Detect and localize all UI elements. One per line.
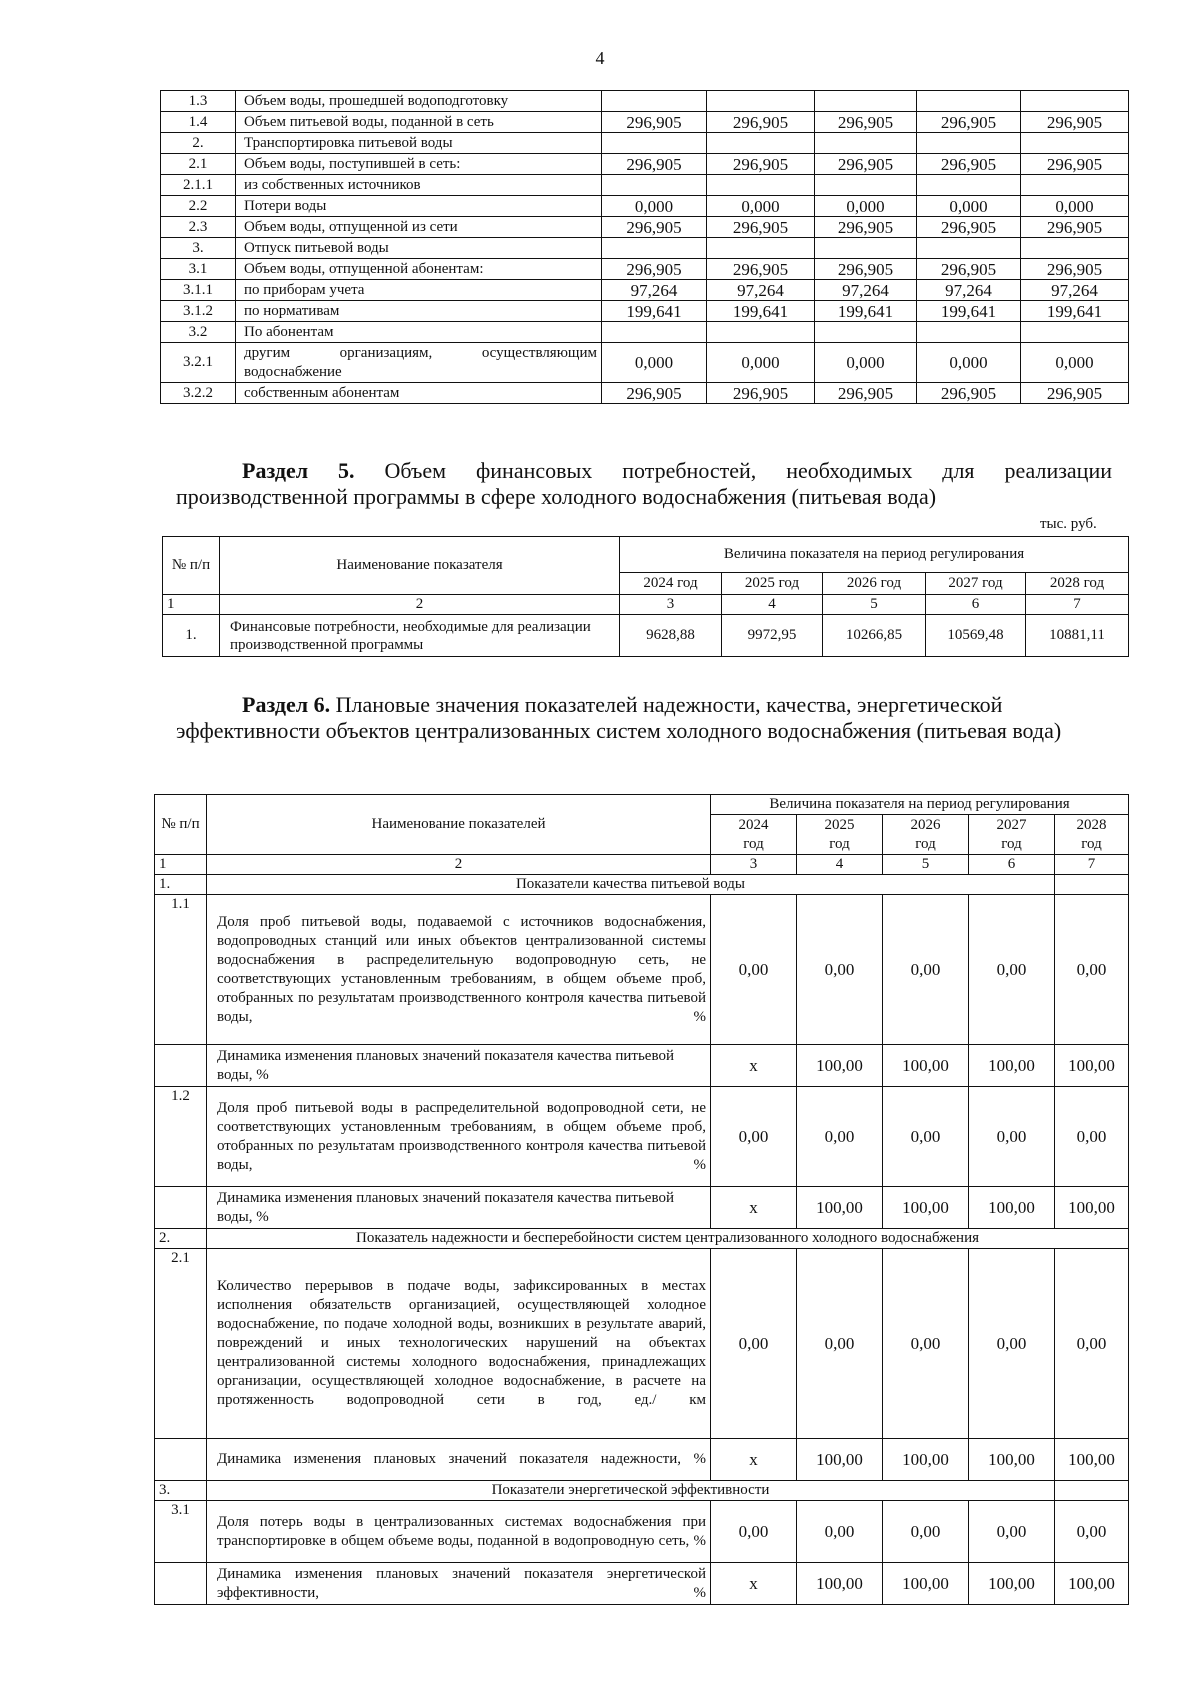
table-row: [161, 175, 1129, 196]
value-cell: 0,000: [917, 196, 1021, 217]
value-cell: 296,905: [707, 383, 815, 404]
table-row: [155, 1187, 1129, 1229]
row-name: Объем воды, прошедшей водоподготовку: [236, 91, 602, 112]
value-cell: 199,641: [602, 301, 707, 322]
year-header: 2025 год: [797, 815, 883, 855]
row-number: 3.1.2: [161, 301, 236, 322]
value-cell: 0,00: [1055, 1087, 1129, 1187]
value-cell: [602, 175, 707, 196]
value-cell: [707, 238, 815, 259]
value-cell: 0,00: [883, 1087, 969, 1187]
table-row: [161, 217, 1129, 238]
row-number: 3.: [161, 238, 236, 259]
value-cell: [1021, 91, 1129, 112]
row-name: Объем воды, отпущенной абонентам:: [236, 259, 602, 280]
row-name: из собственных источников: [236, 175, 602, 196]
row-number: 3.1.1: [161, 280, 236, 301]
col-num: 4: [797, 855, 883, 875]
table-row: [155, 1563, 1129, 1605]
value-cell: 0,00: [797, 1501, 883, 1563]
table-row: [161, 154, 1129, 175]
value-cell: 0,00: [883, 1249, 969, 1439]
value-cell: [707, 322, 815, 343]
value-cell: 296,905: [815, 154, 917, 175]
value-cell: 0,000: [815, 196, 917, 217]
row-name: Потери воды: [236, 196, 602, 217]
value-cell: 296,905: [707, 112, 815, 133]
column-numbers-row: [163, 595, 1129, 615]
col-header-name: Наименование показателя: [220, 537, 620, 595]
row-name: Доля потерь воды в централизованных системах водоснабжения при транспортировке в общем объеме воды, поданной в водопроводную сеть, %: [207, 1501, 711, 1563]
value-cell: 100,00: [969, 1439, 1055, 1481]
value-cell: [602, 322, 707, 343]
value-cell: 296,905: [815, 112, 917, 133]
value-cell: 100,00: [969, 1563, 1055, 1605]
row-name: Отпуск питьевой воды: [236, 238, 602, 259]
col-header-period: Величина показателя на период регулирования: [711, 795, 1129, 815]
value-cell: 100,00: [797, 1563, 883, 1605]
value-cell: x: [711, 1439, 797, 1481]
value-cell: 100,00: [883, 1045, 969, 1087]
col-num: 1: [155, 855, 207, 875]
value-cell: [1021, 322, 1129, 343]
value-cell: [707, 91, 815, 112]
value-cell: 9972,95: [722, 615, 823, 657]
group-title: Показатель надежности и бесперебойности систем централизованного холодного водоснабжения: [207, 1229, 1129, 1249]
col-num: 1: [163, 595, 220, 615]
row-name: по приборам учета: [236, 280, 602, 301]
value-cell: 100,00: [1055, 1563, 1129, 1605]
section-6-title: Плановые значения показателей надежности, качества, энергетической эффективности объектов централизованных систем холодного водоснабжения (питьевая вода): [176, 692, 1062, 743]
value-cell: [602, 133, 707, 154]
col-header-number: № п/п: [155, 795, 207, 855]
value-cell: x: [711, 1045, 797, 1087]
value-cell: 0,000: [707, 343, 815, 383]
value-cell: 0,00: [711, 1087, 797, 1187]
col-num: 5: [883, 855, 969, 875]
value-cell: [707, 133, 815, 154]
row-number: 2.1: [161, 154, 236, 175]
value-cell: 296,905: [602, 217, 707, 238]
value-cell: 97,264: [815, 280, 917, 301]
value-cell: 0,00: [1055, 895, 1129, 1045]
value-cell: 0,000: [917, 343, 1021, 383]
row-name: Объем воды, поступившей в сеть:: [236, 154, 602, 175]
row-name: собственным абонентам: [236, 383, 602, 404]
value-cell: 296,905: [917, 154, 1021, 175]
row-number: 2.: [161, 133, 236, 154]
value-cell: [917, 133, 1021, 154]
value-cell: [917, 175, 1021, 196]
year-header: 2028 год: [1026, 573, 1129, 595]
col-num: 2: [207, 855, 711, 875]
value-cell: 97,264: [602, 280, 707, 301]
value-cell: [707, 175, 815, 196]
row-number: 3.2: [161, 322, 236, 343]
value-cell: 296,905: [917, 217, 1021, 238]
value-cell: [815, 322, 917, 343]
col-num: 4: [722, 595, 823, 615]
group-row: [155, 1481, 1129, 1501]
value-cell: 296,905: [1021, 112, 1129, 133]
value-cell: [1021, 133, 1129, 154]
financial-needs-table: [162, 536, 1129, 657]
value-cell: [815, 133, 917, 154]
value-cell: 0,00: [969, 1249, 1055, 1439]
value-cell: 97,264: [1021, 280, 1129, 301]
col-num: 6: [969, 855, 1055, 875]
value-cell: 100,00: [797, 1187, 883, 1229]
row-number: 3.1: [161, 259, 236, 280]
row-name: По абонентам: [236, 322, 602, 343]
value-cell: 296,905: [1021, 259, 1129, 280]
row-number: 2.1.1: [161, 175, 236, 196]
production-volume-table: [160, 90, 1129, 404]
value-cell: 199,641: [1021, 301, 1129, 322]
value-cell: x: [711, 1563, 797, 1605]
value-cell: 100,00: [883, 1187, 969, 1229]
row-name: Объем воды, отпущенной из сети: [236, 217, 602, 238]
value-cell: 296,905: [917, 383, 1021, 404]
table-row: [155, 895, 1129, 1045]
value-cell: 296,905: [917, 112, 1021, 133]
table-row: [161, 238, 1129, 259]
year-header: 2026 год: [823, 573, 926, 595]
section-6-label: Раздел 6.: [242, 692, 331, 717]
value-cell: 296,905: [1021, 154, 1129, 175]
table-row: [161, 196, 1129, 217]
value-cell: x: [711, 1187, 797, 1229]
col-num: 3: [620, 595, 722, 615]
col-num: 7: [1026, 595, 1129, 615]
value-cell: 0,00: [883, 895, 969, 1045]
year-header: 2027 год: [926, 573, 1026, 595]
value-cell: 10569,48: [926, 615, 1026, 657]
table-row: [161, 133, 1129, 154]
table-row: [155, 1249, 1129, 1439]
value-cell: 296,905: [707, 217, 815, 238]
row-number: 1.2: [155, 1087, 207, 1187]
group-row: [155, 1229, 1129, 1249]
value-cell: 296,905: [1021, 217, 1129, 238]
value-cell: 100,00: [797, 1439, 883, 1481]
value-cell: 0,00: [969, 1087, 1055, 1187]
table-row: [161, 112, 1129, 133]
value-cell: 100,00: [969, 1045, 1055, 1087]
value-cell: 0,00: [797, 1249, 883, 1439]
value-cell: [602, 91, 707, 112]
year-header: 2024 год: [711, 815, 797, 855]
row-number: 1.: [163, 615, 220, 657]
year-header: 2026 год: [883, 815, 969, 855]
value-cell: [602, 238, 707, 259]
value-cell: [815, 175, 917, 196]
value-cell: 0,00: [711, 1249, 797, 1439]
table-row: [161, 322, 1129, 343]
year-header: 2024 год: [620, 573, 722, 595]
unit-label: тыс. руб.: [1040, 516, 1097, 532]
col-header-name: Наименование показателей: [207, 795, 711, 855]
year-header: 2027 год: [969, 815, 1055, 855]
value-cell: 0,000: [815, 343, 917, 383]
value-cell: 296,905: [707, 154, 815, 175]
table-row: [161, 383, 1129, 404]
row-number: 3.2.1: [161, 343, 236, 383]
table-row: [161, 91, 1129, 112]
group-row: [155, 875, 1129, 895]
row-number: 1.4: [161, 112, 236, 133]
value-cell: 100,00: [883, 1563, 969, 1605]
row-number: 2.1: [155, 1249, 207, 1439]
group-title: Показатели качества питьевой воды: [207, 875, 1055, 895]
row-name: Динамика изменения плановых значений показателя качества питьевой воды, %: [207, 1187, 711, 1229]
group-title: Показатели энергетической эффективности: [207, 1481, 1055, 1501]
value-cell: 0,00: [883, 1501, 969, 1563]
value-cell: 0,000: [707, 196, 815, 217]
value-cell: 0,00: [969, 895, 1055, 1045]
table-row: [161, 259, 1129, 280]
value-cell: 296,905: [602, 112, 707, 133]
value-cell: 100,00: [1055, 1439, 1129, 1481]
value-cell: 0,00: [1055, 1249, 1129, 1439]
table-row: [155, 1087, 1129, 1187]
row-number: 1.3: [161, 91, 236, 112]
row-name: Динамика изменения плановых значений показателя качества питьевой воды, %: [207, 1045, 711, 1087]
value-cell: 0,00: [797, 1087, 883, 1187]
section-5-label: Раздел 5.: [242, 458, 355, 483]
value-cell: 10881,11: [1026, 615, 1129, 657]
value-cell: [917, 322, 1021, 343]
value-cell: 0,00: [797, 895, 883, 1045]
section-5-heading: [176, 458, 1112, 510]
group-number: 3.: [155, 1481, 207, 1501]
col-header-number: № п/п: [163, 537, 220, 595]
value-cell: 199,641: [917, 301, 1021, 322]
row-number: 3.2.2: [161, 383, 236, 404]
row-name: Транспортировка питьевой воды: [236, 133, 602, 154]
row-number: 3.1: [155, 1501, 207, 1563]
value-cell: 296,905: [602, 154, 707, 175]
value-cell: [815, 238, 917, 259]
value-cell: 0,000: [602, 343, 707, 383]
table-row: [163, 615, 1129, 657]
table-row: [155, 1439, 1129, 1481]
value-cell: 100,00: [1055, 1187, 1129, 1229]
value-cell: [1021, 175, 1129, 196]
value-cell: 199,641: [707, 301, 815, 322]
row-number: 2.2: [161, 196, 236, 217]
value-cell: 0,00: [1055, 1501, 1129, 1563]
table-row: [161, 343, 1129, 383]
value-cell: 100,00: [969, 1187, 1055, 1229]
table-row: [155, 1501, 1129, 1563]
value-cell: 296,905: [815, 383, 917, 404]
col-header-period: Величина показателя на период регулирования: [620, 537, 1129, 573]
col-num: 6: [926, 595, 1026, 615]
indicators-table: [154, 794, 1129, 1605]
row-number: 2.3: [161, 217, 236, 238]
row-name: другим организациям, осуществляющим водоснабжение: [236, 343, 602, 383]
value-cell: 296,905: [815, 259, 917, 280]
table-row: [161, 301, 1129, 322]
value-cell: 0,000: [1021, 343, 1129, 383]
value-cell: 296,905: [602, 259, 707, 280]
value-cell: 296,905: [602, 383, 707, 404]
value-cell: [815, 91, 917, 112]
value-cell: 0,00: [711, 1501, 797, 1563]
row-name: Финансовые потребности, необходимые для реализации производственной программы: [220, 615, 620, 657]
year-header: 2028 год: [1055, 815, 1129, 855]
value-cell: [917, 91, 1021, 112]
group-number: 2.: [155, 1229, 207, 1249]
row-name: Динамика изменения плановых значений показателя надежности, %: [207, 1439, 711, 1481]
section-6-heading: [176, 692, 1112, 744]
value-cell: 0,000: [1021, 196, 1129, 217]
row-name: Доля проб питьевой воды в распределительной водопроводной сети, не соответствующих установленным требованиям, в общем объеме проб, отобранных по результатам производственного контроля качества питьевой воды, %: [207, 1087, 711, 1187]
value-cell: 0,00: [711, 895, 797, 1045]
value-cell: [917, 238, 1021, 259]
group-number: 1.: [155, 875, 207, 895]
row-name: Количество перерывов в подаче воды, зафиксированных в местах исполнения обязательств организацией, осуществляющей холодное водоснабжение, по подаче холодной воды, возникших в результате аварий, повреждений и иных технологических нарушений на объектах централизованной системы холодного водоснабжения, принадлежащих организации, осуществляющей холодное водоснабжение, в расчете на протяженность водопроводной сети в год, ед./ км: [207, 1249, 711, 1439]
value-cell: 97,264: [917, 280, 1021, 301]
col-num: 2: [220, 595, 620, 615]
value-cell: 10266,85: [823, 615, 926, 657]
page-number: 4: [595, 48, 605, 68]
row-name: Доля проб питьевой воды, подаваемой с источников водоснабжения, водопроводных станций или иных объектов централизованной системы водоснабжения в распределительную водопроводную сеть, не соответствующих установленным требованиям, в общем объеме проб, отобранных по результатам производственного контроля качества питьевой воды, %: [207, 895, 711, 1045]
row-name: Динамика изменения плановых значений показателя энергетической эффективности, %: [207, 1563, 711, 1605]
value-cell: [1021, 238, 1129, 259]
value-cell: 296,905: [707, 259, 815, 280]
row-number: 1.1: [155, 895, 207, 1045]
value-cell: 199,641: [815, 301, 917, 322]
value-cell: 100,00: [1055, 1045, 1129, 1087]
value-cell: 0,000: [602, 196, 707, 217]
value-cell: 296,905: [815, 217, 917, 238]
col-num: 3: [711, 855, 797, 875]
year-header: 2025 год: [722, 573, 823, 595]
table-row: [161, 280, 1129, 301]
row-name: Объем питьевой воды, поданной в сеть: [236, 112, 602, 133]
value-cell: 0,00: [969, 1501, 1055, 1563]
column-numbers-row: [155, 855, 1129, 875]
value-cell: 100,00: [797, 1045, 883, 1087]
row-name: по нормативам: [236, 301, 602, 322]
section-5-title: Объем финансовых потребностей, необходимых для реализации производственной программы в сфере холодного водоснабжения (питьевая вода): [176, 458, 1112, 509]
value-cell: 296,905: [1021, 383, 1129, 404]
table-row: [155, 1045, 1129, 1087]
col-num: 7: [1055, 855, 1129, 875]
value-cell: 97,264: [707, 280, 815, 301]
col-num: 5: [823, 595, 926, 615]
value-cell: 100,00: [883, 1439, 969, 1481]
value-cell: 9628,88: [620, 615, 722, 657]
value-cell: 296,905: [917, 259, 1021, 280]
